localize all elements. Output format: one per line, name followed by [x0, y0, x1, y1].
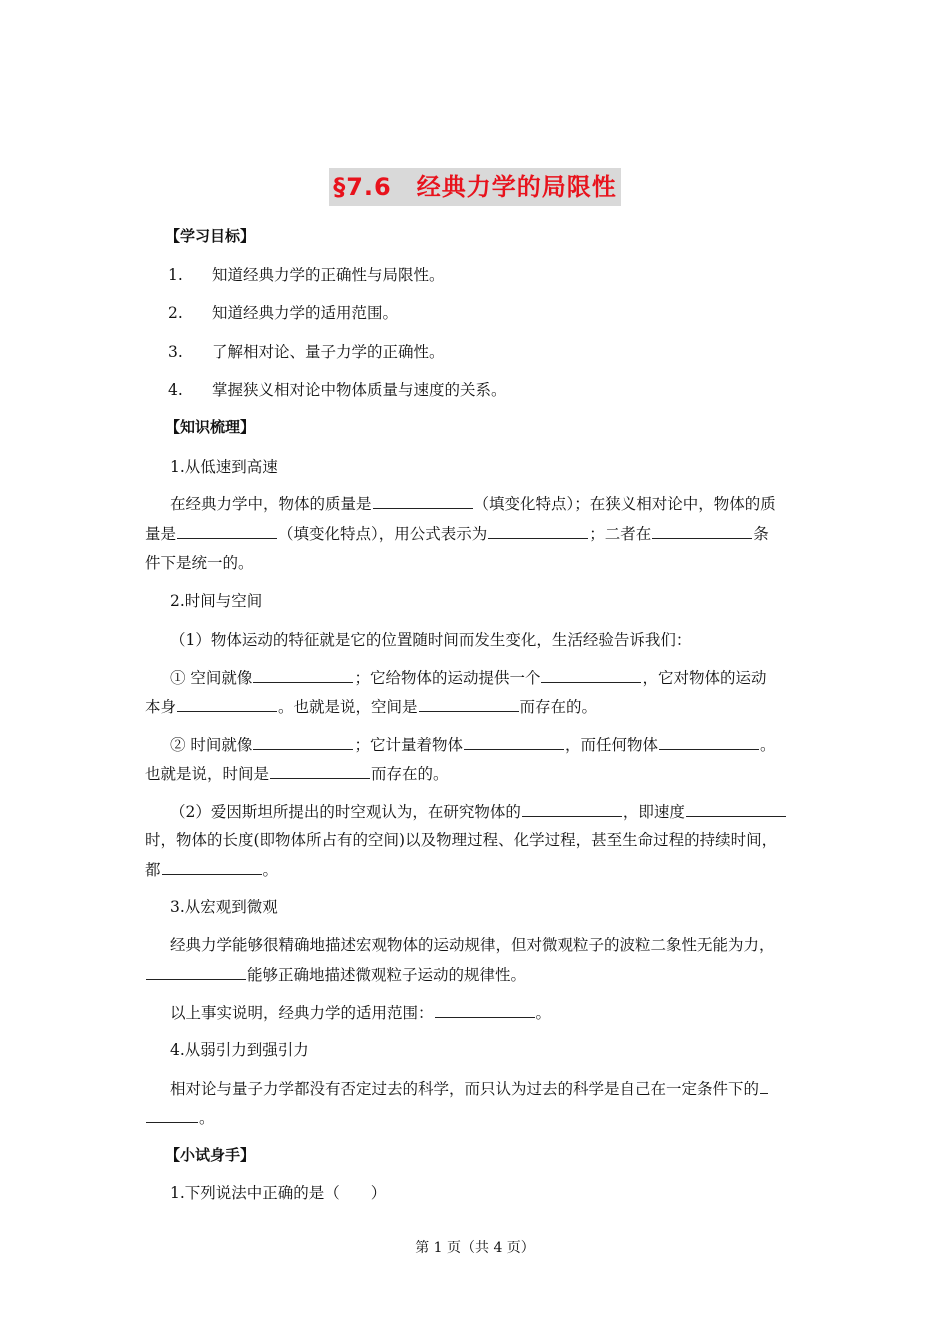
- text-span: 。: [199, 1109, 215, 1127]
- paragraph-line: [170, 1077, 769, 1100]
- text-span: 以上事实说明，经典力学的适用范围：: [170, 1004, 434, 1022]
- paragraph-line: [170, 492, 776, 515]
- answer-blank[interactable]: [419, 695, 519, 712]
- paragraph-line: [145, 963, 526, 986]
- objective-item: [168, 379, 507, 401]
- text-span: 。: [262, 861, 279, 879]
- paragraph-line: [170, 800, 787, 823]
- text-span: ，即速度: [622, 803, 685, 821]
- paragraph-line: 时，物体的长度(即物体所占有的空间)以及物理过程、化学过程，甚至生命过程的持续时间，: [145, 831, 778, 849]
- answer-blank[interactable]: [464, 733, 564, 750]
- objective-text: 知道经典力学的正确性与局限性。: [212, 266, 445, 284]
- objective-num: 4.: [168, 381, 183, 399]
- paragraph-line: 件下是统一的。: [145, 554, 254, 572]
- objective-item: [168, 302, 398, 324]
- objective-num: 1.: [168, 266, 183, 284]
- text-span: （2）爱因斯坦所提出的时空观认为，在研究物体的: [170, 803, 521, 821]
- answer-blank[interactable]: [162, 858, 262, 875]
- paragraph-line: [170, 666, 766, 689]
- text-span: （填变化特点），用公式表示为: [278, 525, 488, 543]
- text-span: ，而任何物体: [564, 736, 658, 754]
- objective-text: 了解相对论、量子力学的正确性。: [212, 343, 445, 361]
- text-span: 。: [535, 1004, 552, 1022]
- answer-blank[interactable]: [146, 1106, 198, 1123]
- paragraph-line: [145, 695, 597, 718]
- objective-item: [168, 341, 445, 363]
- answer-blank[interactable]: [373, 492, 473, 509]
- objective-text: 掌握狭义相对论中物体质量与速度的关系。: [212, 381, 507, 399]
- answer-blank[interactable]: [435, 1001, 535, 1018]
- section-title-3: 3.从宏观到微观: [170, 898, 278, 916]
- paragraph-line: [170, 733, 775, 756]
- answer-blank[interactable]: [652, 522, 752, 539]
- paragraph-line: [145, 858, 278, 881]
- title-wrap: [0, 168, 950, 206]
- section-title-4: 4.从弱引力到强引力: [170, 1041, 309, 1059]
- objective-item: [168, 264, 445, 286]
- paragraph-line: [145, 1106, 215, 1129]
- answer-blank[interactable]: [253, 666, 353, 683]
- paragraph-line: [145, 762, 449, 785]
- text-span: 而存在的。: [519, 698, 598, 716]
- page-footer: 第 1 页（共 4 页）: [415, 1240, 535, 1256]
- text-span: ；它给物体的运动提供一个: [354, 669, 541, 687]
- question-1: 1.下列说法中正确的是（ ）: [170, 1184, 387, 1202]
- text-span: 相对论与量子力学都没有否定过去的科学，而只认为过去的科学是自己在一定条件下的: [170, 1080, 760, 1098]
- section-title-1: 1.从低速到高速: [170, 458, 278, 476]
- text-span: 都: [145, 861, 161, 879]
- text-span: 能够正确地描述微观粒子运动的规律性。: [247, 966, 527, 984]
- text-span: ，它对物体的运动: [642, 669, 767, 687]
- page-title: §7.6 经典力学的局限性: [329, 168, 621, 206]
- text-span: （填变化特点）；在狭义相对论中，物体的质: [473, 495, 776, 513]
- knowledge-heading: 【知识梳理】: [165, 418, 256, 436]
- answer-blank[interactable]: [177, 522, 277, 539]
- answer-blank[interactable]: [177, 695, 277, 712]
- text-span: 量是: [145, 525, 177, 543]
- answer-blank[interactable]: [146, 963, 246, 980]
- text-span: 在经典力学中，物体的质量是: [170, 495, 372, 513]
- paragraph-line: 经典力学能够很精确地描述宏观物体的运动规律，但对微观粒子的波粒二象性无能为力，: [170, 936, 775, 954]
- text-span: 。: [759, 736, 776, 754]
- answer-blank[interactable]: [253, 733, 353, 750]
- answer-blank[interactable]: [488, 522, 588, 539]
- objective-num: 2.: [168, 304, 183, 322]
- answer-blank[interactable]: [541, 666, 641, 683]
- text-span: ② 时间就像: [170, 736, 253, 754]
- paragraph-line: [145, 522, 769, 545]
- answer-blank[interactable]: [686, 800, 786, 817]
- text-span: ；它计量着物体: [354, 736, 463, 754]
- objectives-heading: 【学习目标】: [165, 227, 256, 245]
- text-span: ① 空间就像: [170, 669, 253, 687]
- section-title-2: 2.时间与空间: [170, 592, 263, 610]
- text-span: 也就是说，时间是: [145, 765, 270, 783]
- answer-blank[interactable]: [659, 733, 759, 750]
- text-span: 而存在的。: [371, 765, 449, 783]
- text-span: ；二者在: [589, 525, 652, 543]
- text-span: 。也就是说，空间是: [278, 698, 418, 716]
- answer-blank[interactable]: [270, 762, 370, 779]
- objective-text: 知道经典力学的适用范围。: [212, 304, 399, 322]
- answer-blank[interactable]: [522, 800, 622, 817]
- objective-num: 3.: [168, 343, 183, 361]
- paragraph-line: （1）物体运动的特征就是它的位置随时间而发生变化，生活经验告诉我们：: [170, 631, 692, 649]
- practice-heading: 【小试身手】: [165, 1146, 256, 1164]
- answer-blank[interactable]: [760, 1077, 768, 1094]
- text-span: 本身: [145, 698, 177, 716]
- text-span: 条: [753, 525, 769, 543]
- paragraph-line: [170, 1001, 551, 1024]
